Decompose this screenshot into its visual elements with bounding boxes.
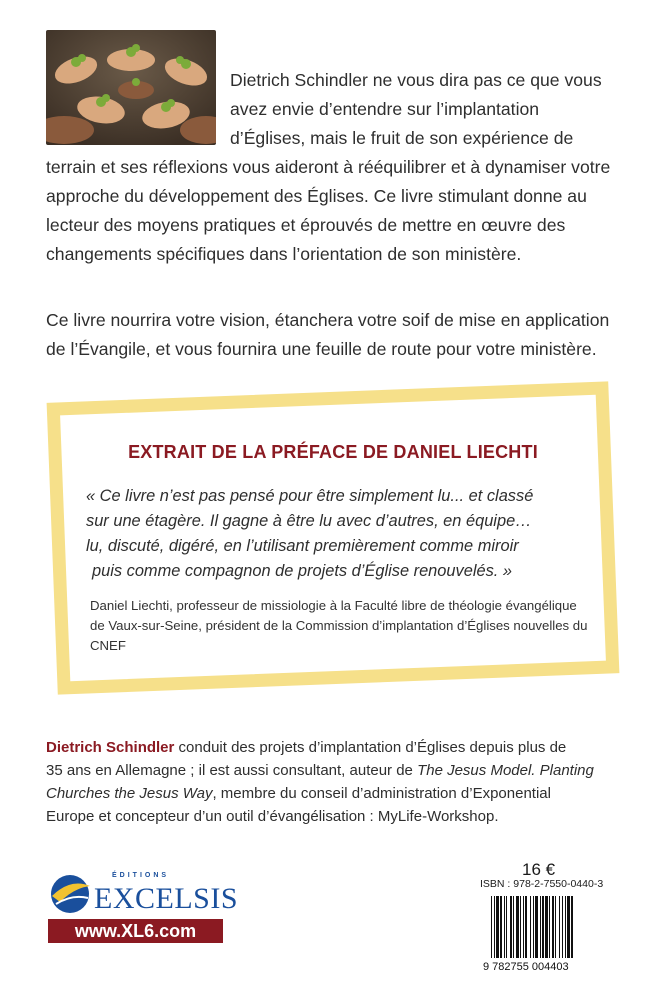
bio-line <box>46 736 626 759</box>
preface-quote <box>86 484 596 584</box>
barcode-bar <box>533 896 534 958</box>
bio-line <box>46 782 626 805</box>
preface-excerpt <box>60 410 606 680</box>
quote-line: puis comme compagnon de projets d’Église renouvelés. » <box>92 562 513 580</box>
bio-text: , membre du conseil d’administration d’Exponential <box>212 785 551 802</box>
barcode-bar <box>549 896 550 958</box>
globe-swoosh-icon <box>48 868 92 916</box>
barcode-bar <box>559 896 560 958</box>
barcode-bar <box>506 896 507 958</box>
price-label: 16 € <box>522 860 556 879</box>
barcode-bar <box>504 896 505 958</box>
bio-line: Europe et concepteur d’un outil d’évangélisation : MyLife-Workshop. <box>46 808 499 825</box>
photo-wrap-space <box>46 66 230 146</box>
barcode <box>481 894 619 972</box>
author-bio <box>46 736 626 828</box>
preface-title: EXTRAIT DE LA PRÉFACE DE DANIEL LIECHTI <box>128 442 538 462</box>
barcode-bar <box>562 896 563 958</box>
bio-text: conduit des projets d’implantation d’Églises depuis plus de <box>174 739 567 756</box>
publisher-url[interactable]: www.XL6.com <box>48 919 223 943</box>
intro-paragraph-text: Dietrich Schindler ne vous dira pas ce que vous avez envie d’entendre sur l’implantation d’Églises, mais le fruit de son expérience de terrain et ses réflexions vous aideront à rééquilibrer et à dynamiser votre approche du développement des Églises. Ce livre stimulant donne au lecteur des moyens pratiques et éprouvés de mettre en œuvre des changements spécifiques dans l’orientation de son ministère. <box>46 70 611 264</box>
barcode-bar <box>525 896 527 958</box>
bio-text: 35 ans en Allemagne ; il est aussi consultant, auteur de <box>46 762 418 779</box>
barcode-bar <box>555 896 556 958</box>
book-title: The Jesus Model. Planting <box>417 762 594 779</box>
barcode-digits: 9 782755 004403 <box>483 961 569 972</box>
barcode-bar <box>500 896 502 958</box>
barcode-bar <box>513 896 514 958</box>
barcode-bar <box>567 896 570 958</box>
barcode-bar <box>565 896 566 958</box>
barcode-bar <box>520 896 521 958</box>
barcode-bar <box>494 896 495 958</box>
author-name: Dietrich Schindler <box>46 739 175 756</box>
publisher-logo <box>48 868 239 918</box>
book-title: Churches the Jesus Way <box>46 785 213 802</box>
barcode-bar <box>571 896 573 958</box>
logo-publisher-name: EXCELSIS <box>94 882 239 915</box>
bio-line <box>46 759 626 782</box>
logo-editions-label: ÉDITIONS <box>112 872 170 879</box>
quote-line: sur une étagère. Il gagne à être lu avec d’autres, en équipe… <box>86 512 532 530</box>
quote-line: lu, discuté, digéré, en l’utilisant premièrement comme miroir <box>86 537 519 555</box>
quote-attribution: Daniel Liechti, professeur de missiologie à la Faculté libre de théologie évangélique de Vaux-sur-Seine, président de la Commission d’implantation d’Églises nouvelles du CNEF <box>90 598 588 653</box>
barcode-bar <box>491 896 492 958</box>
vision-paragraph: Ce livre nourrira votre vision, étanchera votre soif de mise en application de l’Évangile, et vous fournira une feuille de route pour votre ministère. <box>46 310 610 359</box>
barcode-bar <box>540 896 541 958</box>
barcode-bar <box>496 896 499 958</box>
barcode-bar <box>516 896 519 958</box>
quote-line: « Ce livre n’est pas pensé pour être simplement lu... et classé <box>86 487 534 505</box>
isbn-label: ISBN : 978-2-7550-0440-3 <box>480 878 604 890</box>
intro-paragraph <box>46 66 618 269</box>
barcode-bar <box>542 896 544 958</box>
barcode-bar <box>552 896 554 958</box>
barcode-bar <box>530 896 531 958</box>
barcode-bar <box>545 896 548 958</box>
barcode-bar <box>523 896 524 958</box>
barcode-bar <box>510 896 512 958</box>
barcode-bar <box>535 896 538 958</box>
